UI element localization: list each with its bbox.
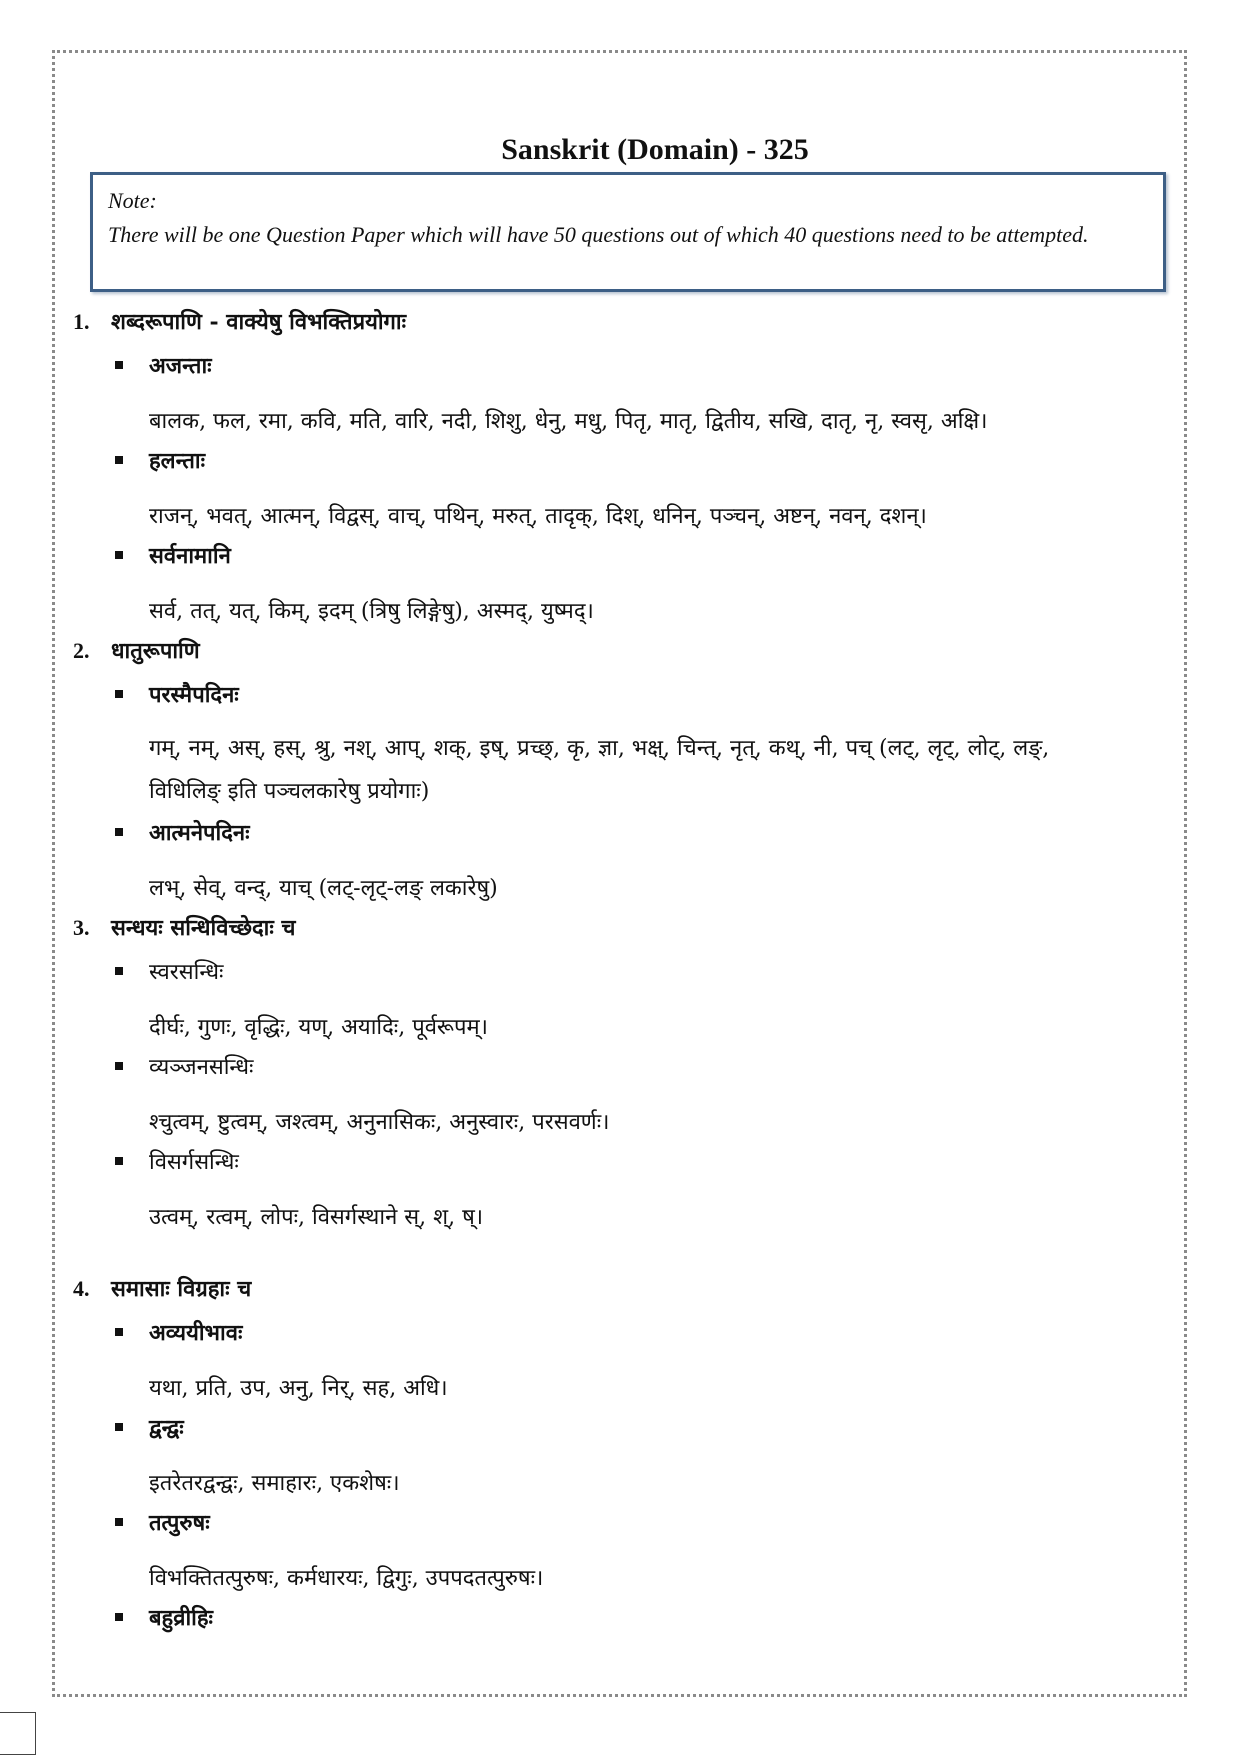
bullet-icon [113,354,149,379]
item-label: सर्वनामानि [149,543,231,569]
bullet-icon [113,1416,149,1441]
list-item [73,956,1153,1004]
item-label: अव्ययीभावः [149,1320,243,1346]
item-text: श्चुत्वम्, ष्टुत्वम्, जश्त्वम्, अनुनासिकः, अनुस्वारः, परसवर्णः। [149,1110,610,1135]
list-item [73,817,1153,865]
item-label: विसर्गसन्धिः [149,1150,239,1175]
list-item [73,1412,1153,1460]
bullet-icon [113,1606,149,1631]
list-item [73,679,1153,727]
item-label: बहुव्रीहिः [149,1605,213,1631]
item-text: विभक्तितत्पुरुषः, कर्मधारयः, द्विगुः, उपपदतत्पुरुषः। [149,1566,544,1591]
list-item [73,1317,1153,1365]
item-text: राजन्, भवत्, आत्मन्, विद्वस्, वाच्, पथिन्, मरुत्, तादृक्, दिश्, धनिन्, पञ्चन्, अष्टन्, नवन्, दशन्। [149,504,927,529]
list-item [73,1507,1153,1555]
section-title: धातुरूपाणि [111,638,200,664]
bullet-icon [113,1511,149,1536]
section-title: शब्दरूपाणि - वाक्येषु विभक्तिप्रयोगाः [111,309,407,335]
section-number: 2. [73,638,90,663]
bullet-icon [113,1055,149,1080]
bullet-icon [113,960,149,985]
syllabus-content [73,306,1153,1650]
section-number: 4. [73,1276,90,1301]
section-number: 3. [73,915,90,940]
item-text: सर्व, तत्, यत्, किम्, इदम् (त्रिषु लिङ्गेषु), अस्मद्, युष्मद्। [149,599,594,624]
section-heading [73,635,1153,679]
list-item [73,1051,1153,1099]
item-text: यथा, प्रति, उप, अनु, निर्, सह, अधि। [149,1376,448,1401]
page-title: Sanskrit (Domain) - 325 [501,133,809,166]
bullet-icon [113,821,149,846]
corner-mark [0,1712,36,1755]
section-number: 1. [73,309,90,334]
list-item [73,1146,1153,1194]
item-label: हलन्ताः [149,448,206,474]
list-item [73,1602,1153,1650]
item-label: व्यञ्जनसन्धिः [149,1055,254,1080]
bullet-icon [113,544,149,569]
section-heading [73,912,1153,956]
item-text: गम्, नम्, अस्, हस्, श्रु, नश्, आप्, शक्, इष्, प्रच्छ्, कृ, ज्ञा, भक्ष्, चिन्त्, नृत्, कथ्, नी, पच् (लट्, लृट्, लोट्, लङ्, विधिलिङ् इति पञ्चलकारेषु प्रयोगाः) [149,736,1050,804]
section-heading [73,1273,1153,1317]
list-item [73,540,1153,588]
bullet-icon [113,1321,149,1346]
list-item [73,445,1153,493]
item-text: बालक, फल, रमा, कवि, मति, वारि, नदी, शिशु, धेनु, मधु, पितृ, मातृ, द्वितीय, सखि, दातृ, नृ, स्वसृ, अक्षि। [149,409,988,434]
item-text: उत्वम्, रत्वम्, लोपः, विसर्गस्थाने स्, श्, ष्। [149,1205,484,1230]
item-label: तत्पुरुषः [149,1510,210,1536]
item-label: परस्मैपदिनः [149,682,239,708]
item-label: अजन्ताः [149,353,212,379]
item-text: लभ्, सेव्, वन्द्, याच् (लट्-लृट्-लङ् लकारेषु) [149,876,498,901]
bullet-icon [113,683,149,708]
note-label: Note: [108,188,157,213]
item-text: दीर्घः, गुणः, वृद्धिः, यण्, अयादिः, पूर्वरूपम्। [149,1015,489,1040]
bullet-icon [113,449,149,474]
item-label: आत्मनेपदिनः [149,820,250,846]
bullet-icon [113,1150,149,1175]
section-heading [73,306,1153,350]
note-box [90,172,1166,292]
note-text: There will be one Question Paper which will have 50 questions out of which 40 questions need to be attempted. [108,222,1089,247]
item-label: द्वन्द्वः [149,1415,184,1441]
item-label: स्वरसन्धिः [149,960,224,985]
section-title: सन्धयः सन्धिविच्छेदाः च [111,915,296,941]
section-title: समासाः विग्रहाः च [111,1276,252,1302]
item-text: इतरेतरद्वन्द्वः, समाहारः, एकशेषः। [149,1471,400,1496]
list-item [73,350,1153,398]
